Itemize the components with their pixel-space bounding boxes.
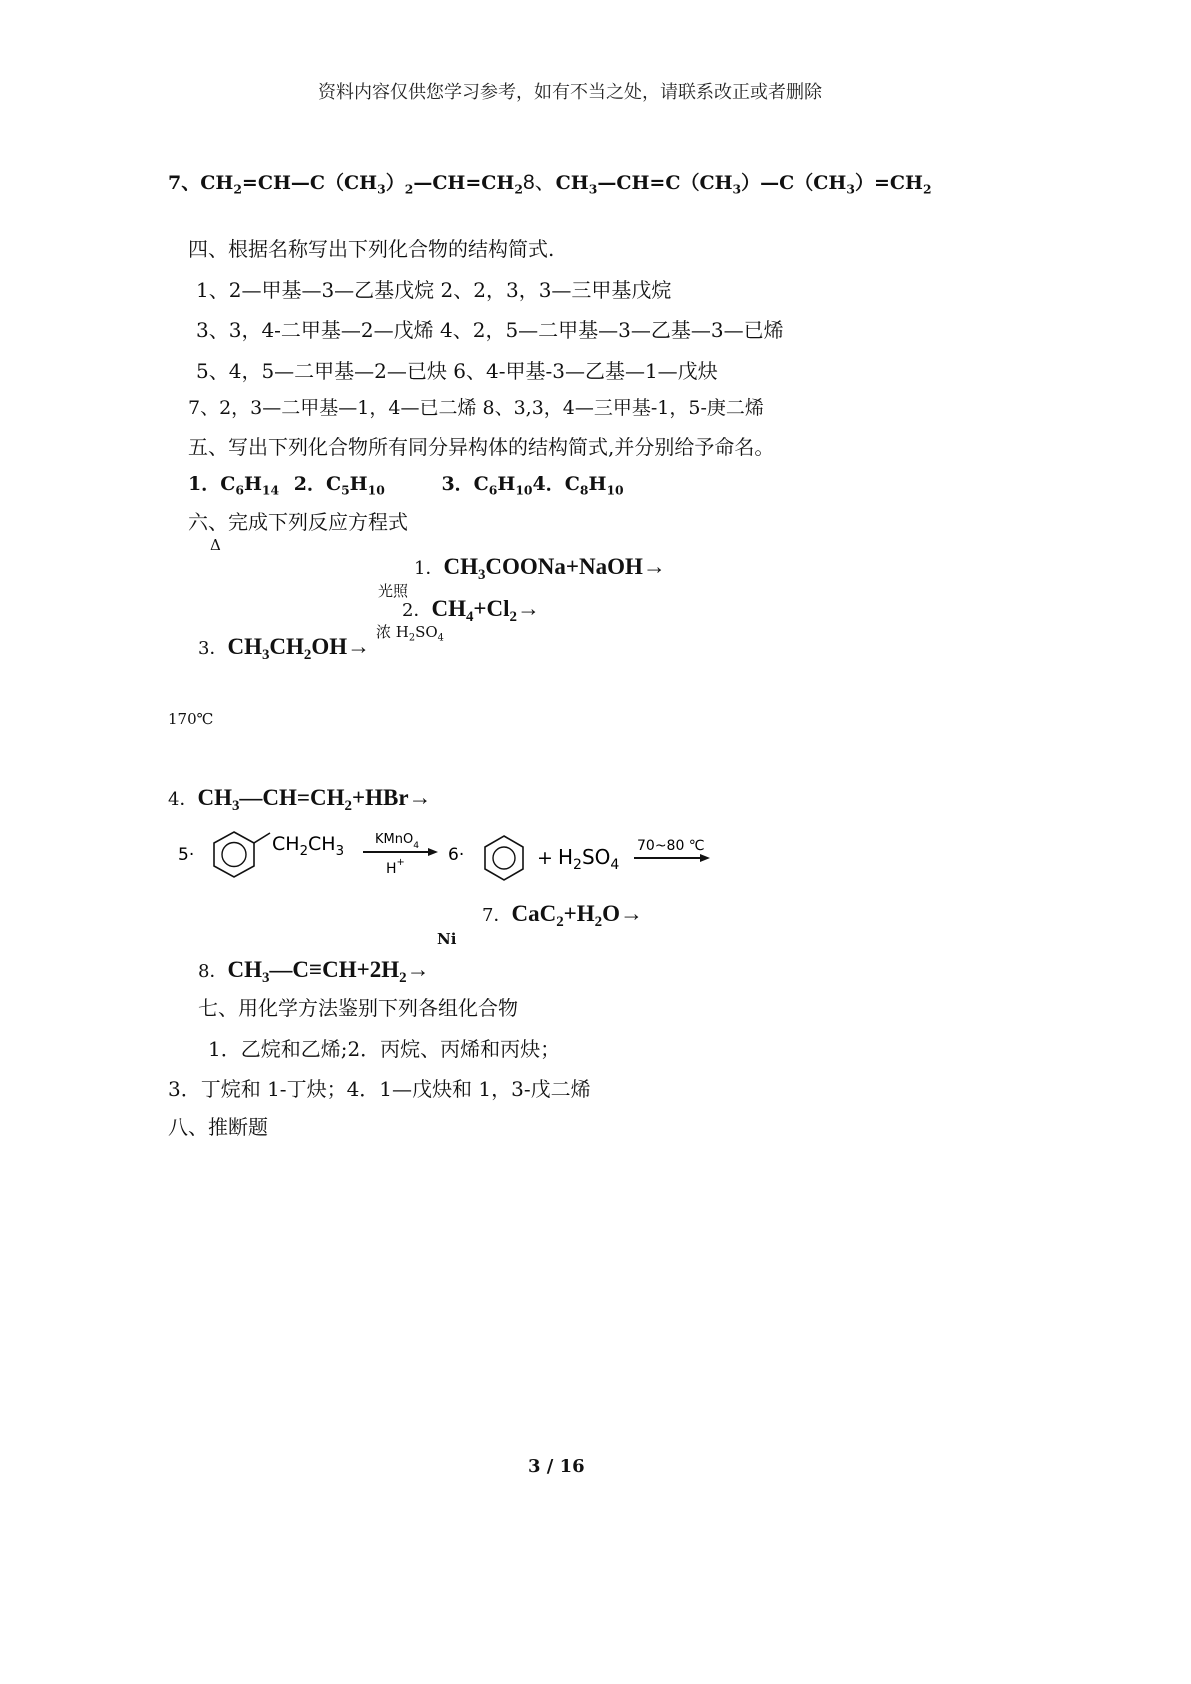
reaction-7-number: 7． [482, 905, 512, 926]
reaction-1-number: 1． [414, 558, 444, 579]
item-8-number: 8、 [522, 171, 556, 194]
isomer-2-formula: $C_5H_{10}$ [325, 473, 385, 498]
section-7-line-2: 3．丁烷和 1-丁炔；4．1—戊炔和 1，3-戊二烯 [168, 1077, 591, 1101]
section-4-title: 四、根据名称写出下列化合物的结构简式. [188, 237, 555, 261]
reaction-8-condition: Ni [437, 930, 457, 948]
ethyl-substituent: $CH_2CH_3$ [272, 833, 345, 859]
reaction-8-formula: $CH_3—C\equiv CH+2H_2\to$ [227, 957, 430, 987]
reaction-5-arrow-icon [363, 848, 438, 856]
reaction-3-temperature: 170℃ [168, 710, 214, 728]
reaction-7 [482, 901, 644, 931]
reaction-3-condition: 浓 $H_2SO_4$ [376, 623, 444, 644]
reaction-6-arrow-icon [634, 854, 710, 862]
reaction-8-number: 8． [198, 961, 228, 982]
reaction-1-formula: $CH_3COONa+NaOH\to$ [443, 554, 666, 584]
page-number: 3 / 16 [528, 1456, 585, 1477]
reaction-6-reagent: $H_2SO_4$ [558, 845, 620, 873]
reaction-4-formula: $CH_3—CH=CH_2+HBr\to$ [197, 785, 432, 815]
section-4-line-2: 3、3，4-二甲基—2—戊烯 4、2，5—二甲基—3—乙基—3—已烯 [196, 318, 784, 342]
reaction-5-6-scheme [170, 818, 730, 898]
isomer-1-formula: $C_6H_{14}$ [220, 473, 280, 498]
reaction-1 [414, 554, 666, 584]
reaction-8 [198, 957, 430, 987]
section-5-title: 五、写出下列化合物所有同分异构体的结构简式,并分别给予命名。 [188, 435, 775, 459]
benzene-ring-icon [485, 836, 523, 880]
reaction-4 [168, 785, 432, 815]
benzene-ring-icon [214, 832, 270, 877]
section-8-title: 八、推断题 [168, 1115, 268, 1139]
isomer-2-number: 2． [293, 473, 326, 495]
item-8-formula: $CH_3—CH=C(CH_3)—C(CH_3)=CH_2$ [555, 172, 932, 197]
reaction-5-number: 5· [178, 845, 195, 865]
reaction-2-formula: $CH_4+Cl_2\to$ [431, 596, 540, 626]
reaction-2-condition: 光照 [378, 582, 409, 600]
isomer-4-number: 4． [532, 473, 565, 495]
reaction-2 [402, 596, 540, 626]
reaction-3-formula: $CH_3CH_2OH\to$ [227, 634, 371, 664]
reaction-2-number: 2． [402, 600, 432, 621]
item-7-number: 7、 [168, 172, 201, 194]
section-4-line-3: 5、4，5—二甲基—2—已炔 6、4-甲基-3—乙基—1—戊炔 [196, 359, 718, 383]
reaction-6-number: 6· [448, 845, 465, 865]
reaction-5-reagent: KMnO$_4$ [375, 832, 420, 851]
reaction-6-plus: + [537, 847, 553, 869]
item-7-formula: $CH_2=CH—C(CH_3)_2—CH=CH_2$ [200, 172, 523, 197]
section-4-line-1: 1、2—甲基—3—乙基戊烷 2、2，3，3—三甲基戊烷 [196, 278, 672, 302]
reaction-4-number: 4． [168, 789, 198, 810]
section-7-title: 七、用化学方法鉴别下列各组化合物 [198, 996, 518, 1020]
reaction-3 [198, 634, 371, 664]
page-header: 资料内容仅供您学习参考，如有不当之处，请联系改正或者删除 [318, 82, 822, 103]
section-4-line-4: 7、2，3—二甲基—1，4—已二烯 8、3,3，4—三甲基-1，5-庚二烯 [188, 397, 764, 419]
isomer-1-number: 1． [188, 473, 221, 495]
reaction-5-condition: H+ [386, 857, 405, 877]
isomer-3-formula: $C_6H_{10}$ [473, 473, 533, 498]
reaction-3-number: 3． [198, 638, 228, 659]
section-7-line-1: 1．乙烷和乙烯;2．丙烷、丙烯和丙炔； [208, 1037, 561, 1061]
item-7 [168, 171, 932, 197]
section-5-items [188, 473, 624, 498]
reaction-7-formula: $CaC_2+H_2O\to$ [511, 901, 644, 931]
section-6-title: 六、完成下列反应方程式 [188, 510, 408, 534]
isomer-3-number: 3． [441, 473, 474, 495]
delta-symbol: Δ [210, 536, 221, 554]
reaction-6-condition: 70~80 ℃ [637, 838, 705, 854]
isomer-4-formula: $C_8H_{10}$ [564, 473, 624, 498]
